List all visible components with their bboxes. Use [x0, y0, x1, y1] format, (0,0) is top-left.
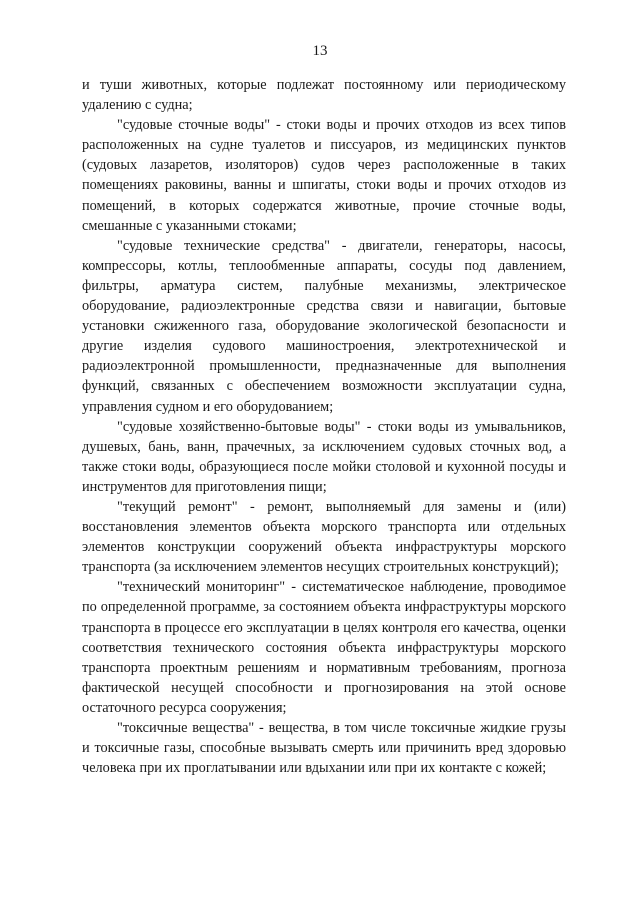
paragraph-ship-household-water: "судовые хозяйственно-бытовые воды" - стоки воды из умывальников, душевых, бань, ванн, прачечных, за исключением судовых сточных вод, а также стоки воды, образующиеся после мойки столовой и кухонной посуды и инструментов для приготовления пищи; [82, 418, 566, 495]
paragraph-animal-carcasses-continuation: и туши животных, которые подлежат постоянному или периодическому удалению с судна; [82, 77, 566, 114]
paragraph-technical-monitoring: "технический мониторинг" - систематическое наблюдение, проводимое по определенной программе, за состоянием объекта инфраструктуры морского транспорта в процессе его эксплуатации в целях контроля его качества, оценки соответствия технического состояния объекта инфраструктуры морского транспорта проектным решениям и нормативным требованиям, прогноза фактической несущей способности и прогнозирования на этой основе остаточного ресурса сооружения; [82, 579, 566, 716]
paragraph-ship-technical-equipment: "судовые технические средства" - двигатели, генераторы, насосы, компрессоры, котлы, теплообменные аппараты, сосуды под давлением, фильтры, арматура систем, палубные механизмы, электрическое оборудование, радиоэлектронные средства связи и навигации, бытовые установки сжиженного газа, оборудование экологической безопасности и другие изделия судового машиностроения, электротехнической и радиоэлектронной промышленности, предназначенные для выполнения функций, связанных с обеспечением возможности эксплуатации судна, управления судном и его оборудованием; [82, 237, 566, 415]
paragraph-ship-sewage: "судовые сточные воды" - стоки воды и прочих отходов из всех типов расположенных на судне туалетов и писсуаров, из медицинских пунктов (судовых лазаретов, изоляторов) судов через расположенные в таких помещениях раковины, ванны и шпигаты, стоки воды и прочих отходов из помещений, в которых содержатся животные, прочие сточные воды, смешанные с указанными стоками; [82, 117, 566, 234]
page-number: 13 [312, 43, 328, 59]
paragraph-current-repair: "текущий ремонт" - ремонт, выполняемый для замены и (или) восстановления элементов объекта морского транспорта или отдельных элементов конструкции сооружений объекта инфраструктуры морского транспорта (за исключением элементов несущих строительных конструкций); [82, 498, 566, 576]
document-body [82, 75, 566, 778]
paragraph-toxic-substances: "токсичные вещества" - вещества, в том числе токсичные жидкие грузы и токсичные газы, способные вызывать смерть или причинить вред здоровью человека при их проглатывании или вдыхании или при их контакте с кожей; [82, 720, 566, 777]
